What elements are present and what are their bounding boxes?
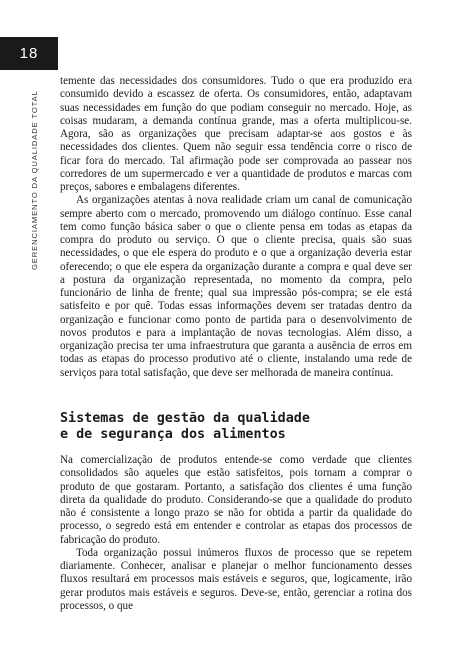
section-heading-line-2: e de segurança dos alimentos <box>60 427 286 442</box>
section-paragraph-2: Toda organização possui inúmeros fluxos de processo que se repetem diariamente. Conhecer, analisar e planejar o melhor funcionamento desses fluxos resultará em processos mais estáveis e seguros, que, logicamente, irão gerar produtos mais estáveis e seguros. Deve-se, então, gerenciar a rotina dos processos, o que <box>60 546 412 612</box>
page-number: 18 <box>0 37 58 70</box>
body-text <box>60 75 412 380</box>
section-paragraph-1: Na comercialização de produtos entende-se como verdade que clientes consolidados são aqueles que estão satisfeitos, pois tornam a comprar o produto de que gostaram. Portanto, a satisfação dos clientes é uma função direta da qualidade do produto. Considerando-se que a qualidade do produto não é consistente a longo prazo se não for obtida a partir da qualidade do processo, o segredo está em entender e controlar as etapas dos processos de fabricação do produto. <box>60 454 412 546</box>
paragraph-1: temente das necessidades dos consumidores. Tudo o que era produzido era consumido devido a escassez de oferta. Os consumidores, então, adaptavam suas necessidades em função do que podiam conseguir no mercado. Hoje, as coisas mudaram, a demanda contínua grande, mas a oferta multiplicou-se. Agora, são as organizações que precisam adaptar-se aos gostos e às necessidades dos clientes. Quem não seguir essa tendência corre o risco de ficar fora do mercado. Tal afirmação pode ser comprovada ao passear nos corredores de um supermercado e ver a quantidade de produtos e marcas com preços, sabores e embalagens diferentes. <box>60 75 412 193</box>
running-head: GERENCIAMENTO DA QUALIDADE TOTAL <box>30 90 39 270</box>
section-heading-line-1: Sistemas de gestão da qualidade <box>60 411 310 426</box>
section-heading <box>60 411 412 443</box>
section-body-text <box>60 454 412 613</box>
paragraph-2: As organizações atentas à nova realidade criam um canal de comunicação sempre aberto com o mercado, promovendo um diálogo contínuo. Esse canal tem como função básica saber o que o cliente pensa em todas as etapas da compra do produto ou serviço. O que o cliente precisa, quais são suas necessidades, o que ele espera do produto e o que a organização deveria estar oferecendo; o que ele espera da organização durante a compra e qual deve ser a postura da organização representada, no momento da compra, pelo funcionário de linha de frente; qual sua impressão pós-compra; se ele está satisfeito e por quê. Todas essas informações devem ser tratadas dentro da organização e funcionar como ponto de partida para o desenvolvimento de novos produtos e para a implantação de novas tecnologias. Além disso, a organização precisa ter uma infraestrutura que garanta a ausência de erros em todas as etapas do processo produtivo até o cliente, instalando uma rede de serviços para total satisfação, que deve ser melhorada de maneira contínua. <box>60 194 412 379</box>
